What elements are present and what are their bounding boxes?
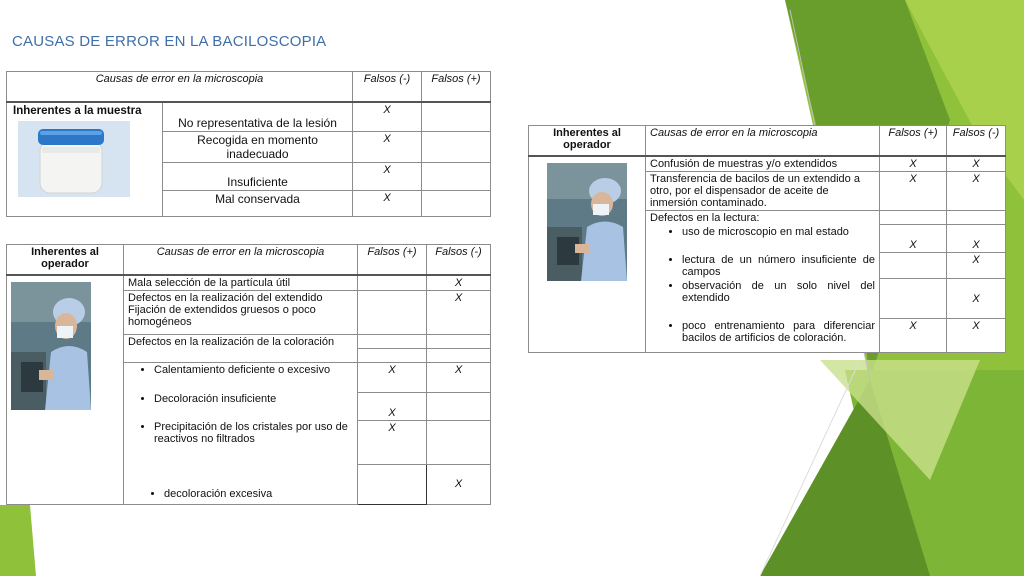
table-header-row (7, 72, 491, 102)
header-false-pos: Falsos (+) (422, 72, 491, 102)
row-text: Confusión de muestras y/o extendidos (646, 156, 880, 172)
mark-cell (422, 191, 491, 217)
header-false-pos: Falsos (+) (358, 245, 427, 275)
mark-cell: X (353, 102, 422, 132)
mark-cell (422, 132, 491, 163)
lab-technician-photo (11, 282, 91, 410)
mark-cell (427, 420, 491, 464)
mark-cell: X (880, 319, 947, 353)
header-causes: Causas de error en la microscopia (7, 72, 353, 102)
table-operator-errors-1 (6, 244, 491, 505)
mark-cell: X (358, 362, 427, 392)
mark-cell (358, 464, 427, 504)
row-text: Fijación de extendidos gruesos o poco homogéneos (128, 303, 316, 328)
mark-cell (358, 290, 427, 334)
table-row (7, 275, 491, 291)
category-label: Inherentes a la muestra (13, 104, 142, 117)
bullet-item: • decoloración excesiva (164, 488, 353, 500)
mark-cell: X (947, 319, 1006, 353)
mark-cell: X (427, 464, 491, 504)
mark-cell: X (947, 171, 1006, 210)
mark-cell (422, 163, 491, 191)
row-text: No representativa de la lesión (163, 102, 353, 132)
table-row (7, 102, 491, 132)
mark-cell: X (358, 392, 427, 420)
row-text: Recogida en momento inadecuado (163, 132, 353, 163)
mark-cell: X (353, 132, 422, 163)
header-false-neg: Falsos (-) (353, 72, 422, 102)
table-header-row (529, 126, 1006, 156)
mark-cell: X (358, 420, 427, 464)
mark-cell: X (947, 279, 1006, 319)
header-causes: Causas de error en la microscopia (124, 245, 358, 275)
mark-cell: X (353, 191, 422, 217)
header-false-neg: Falsos (-) (427, 245, 491, 275)
mark-cell: X (427, 362, 491, 392)
mark-cell: X (947, 225, 1006, 253)
mark-cell (358, 275, 427, 291)
table-sample-errors (6, 71, 491, 217)
row-text: Defectos en la realización de la coloración (124, 334, 358, 362)
bullet-item: • observación de un solo nivel del extendido (682, 280, 875, 304)
mark-cell (422, 102, 491, 132)
bullet-item: • poco entrenamiento para diferenciar bacilos de artificios de coloración. (682, 320, 875, 344)
mark-cell: X (880, 171, 947, 210)
row-text: Insuficiente (163, 163, 353, 191)
bullet-item: • Calentamiento deficiente o excesivo (154, 364, 353, 376)
bullet-item: • Decoloración insuficiente (154, 393, 353, 405)
table-operator-errors-2 (528, 125, 1006, 353)
mark-cell: X (947, 253, 1006, 279)
specimen-jar-icon (18, 121, 130, 197)
lab-technician-photo (547, 163, 627, 281)
row-text: Defectos en la realización del extendido (128, 291, 323, 304)
mark-cell: X (880, 225, 947, 253)
header-false-pos: Falsos (+) (880, 126, 947, 156)
header-causes: Causas de error en la microscopia (646, 126, 880, 156)
mark-cell (427, 392, 491, 420)
header-false-neg: Falsos (-) (947, 126, 1006, 156)
mark-cell: X (880, 156, 947, 172)
header-category: Inherentes al operador (7, 245, 124, 275)
mark-cell (880, 253, 947, 279)
row-text: Defectos en la lectura: (646, 210, 880, 225)
row-text: Mala selección de la partícula útil (124, 275, 358, 291)
mark-cell (880, 279, 947, 319)
bullet-item: • lectura de un número insuficiente de campos (682, 254, 875, 278)
bullet-item: • uso de microscopio en mal estado (682, 226, 875, 238)
table-row (529, 156, 1006, 172)
mark-cell: X (947, 156, 1006, 172)
row-text: Mal conservada (163, 191, 353, 217)
bullet-item: • Precipitación de los cristales por uso de reactivos no filtrados (154, 421, 353, 445)
table-header-row (7, 245, 491, 275)
header-category: Inherentes al operador (529, 126, 646, 156)
slide-title: CAUSAS DE ERROR EN LA BACILOSCOPIA (12, 33, 327, 50)
mark-cell: X (353, 163, 422, 191)
mark-cell: X (427, 290, 491, 334)
row-text: Transferencia de bacilos de un extendido a otro, por el dispensador de aceite de inmersión contaminado. (646, 171, 880, 210)
mark-cell: X (427, 275, 491, 291)
